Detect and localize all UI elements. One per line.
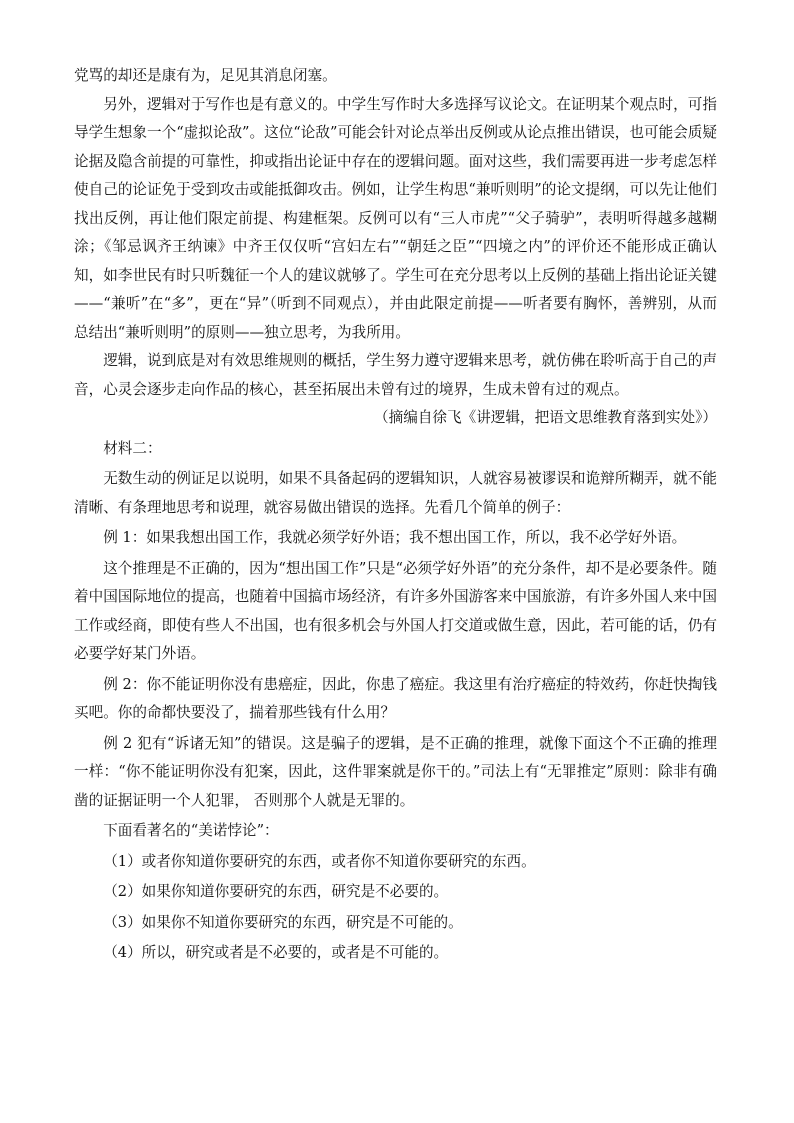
paragraph-logic-writing: 另外，逻辑对于写作也是有意义的。中学生写作时大多选择写议论文。在证明某个观点时，可指导学生想象一个“虚拟论敌”。这位“论敌”可能会针对论点举出反例或从论点推出错误，也可能会质疑论据及隐含前提的可靠性，抑或指出论证中存在的逻辑问题。面对这些，我们需要再进一步考虑怎样使自己的论证免于受到攻击或能抵御攻击。例如，让学生构思“兼听则明”的论文提纲，可以先让他们找出反例，再让他们限定前提、构建框架。反例可以有“三人市虎”“父子骑驴”，表明听得越多越糊涂；《邹忌讽齐王纳谏》中齐王仅仅听“宫妇左右”“朝廷之臣”“四境之内”的评价还不能形成正确认知，如李世民有时只听魏征一个人的建议就够了。学生可在充分思考以上反例的基础上指出论证关键——“兼听”在“多”，更在“异”（听到不同观点），并由此限定前提——听者要有胸怀，善辨别，从而总结出“兼听则明”的原则——独立思考，为我所用。: [74, 95, 717, 341]
paragraph-logic-summary: 逻辑，说到底是对有效思维规则的概括，学生努力遵守逻辑来思考，就仿佛在聆听高于自己的声音，心灵会逐步走向作品的核心，甚至拓展出未曾有过的境界，生成未曾有过的观点。: [74, 352, 717, 398]
paragraph-example-2-analysis: 例 2 犯有“诉诸无知”的错误。这是骗子的逻辑，是不正确的推理，就像下面这个不正确的推理一样：“你不能证明你没有犯案，因此，这件罪案就是你干的。”司法上有“无罪推定”原则：除非有确凿的证据证明一个人犯罪， 否则那个人就是无罪的。: [74, 734, 717, 809]
list-item-4: （4）所以，研究或者是不必要的，或者是不可能的。: [103, 944, 449, 961]
meno-paradox-heading: 下面看著名的“美诺悖论”：: [103, 822, 279, 839]
material-two-heading: 材料二：: [103, 439, 162, 457]
example-1: 例 1：如果我想出国工作，我就必须学好外语；我不想出国工作，所以，我不必学好外语。: [103, 529, 687, 546]
paragraph-intro-examples: 无数生动的例证足以说明，如果不具备起码的逻辑知识，人就容易被谬误和诡辩所糊弄，就不能清晰、有条理地思考和说理，就容易做出错误的选择。先看几个简单的例子：: [74, 470, 717, 516]
source-citation: （摘编自徐飞《讲逻辑，把语文思维教育落到实处》）: [374, 409, 717, 426]
example-2: 例 2：你不能证明你没有患癌症，因此，你患了癌症。我这里有治疗癌症的特效药，你赶快掏钱买吧。你的命都快要没了，揣着那些钱有什么用？: [74, 675, 717, 721]
list-item-1: （1）或者你知道你要研究的东西，或者你不知道你要研究的东西。: [103, 852, 536, 870]
list-item-2: （2）如果你知道你要研究的东西，研究是不必要的。: [103, 883, 449, 900]
paragraph-continuation: 党骂的却还是康有为，足见其消息闭塞。: [74, 67, 337, 84]
list-item-3: （3）如果你不知道你要研究的东西，研究是不可能的。: [103, 913, 463, 931]
paragraph-example-1-analysis: 这个推理是不正确的，因为“想出国工作”只是“必须学好外语”的充分条件，却不是必要条件。随着中国国际地位的提高，也随着中国搞市场经济，有许多外国游客来中国旅游，有许多外国人来中国工作或经商，即使有些人不出国，也有很多机会与外国人打交道或做生意，因此，若可能的话，仍有必要学好某门外语。: [74, 559, 717, 662]
